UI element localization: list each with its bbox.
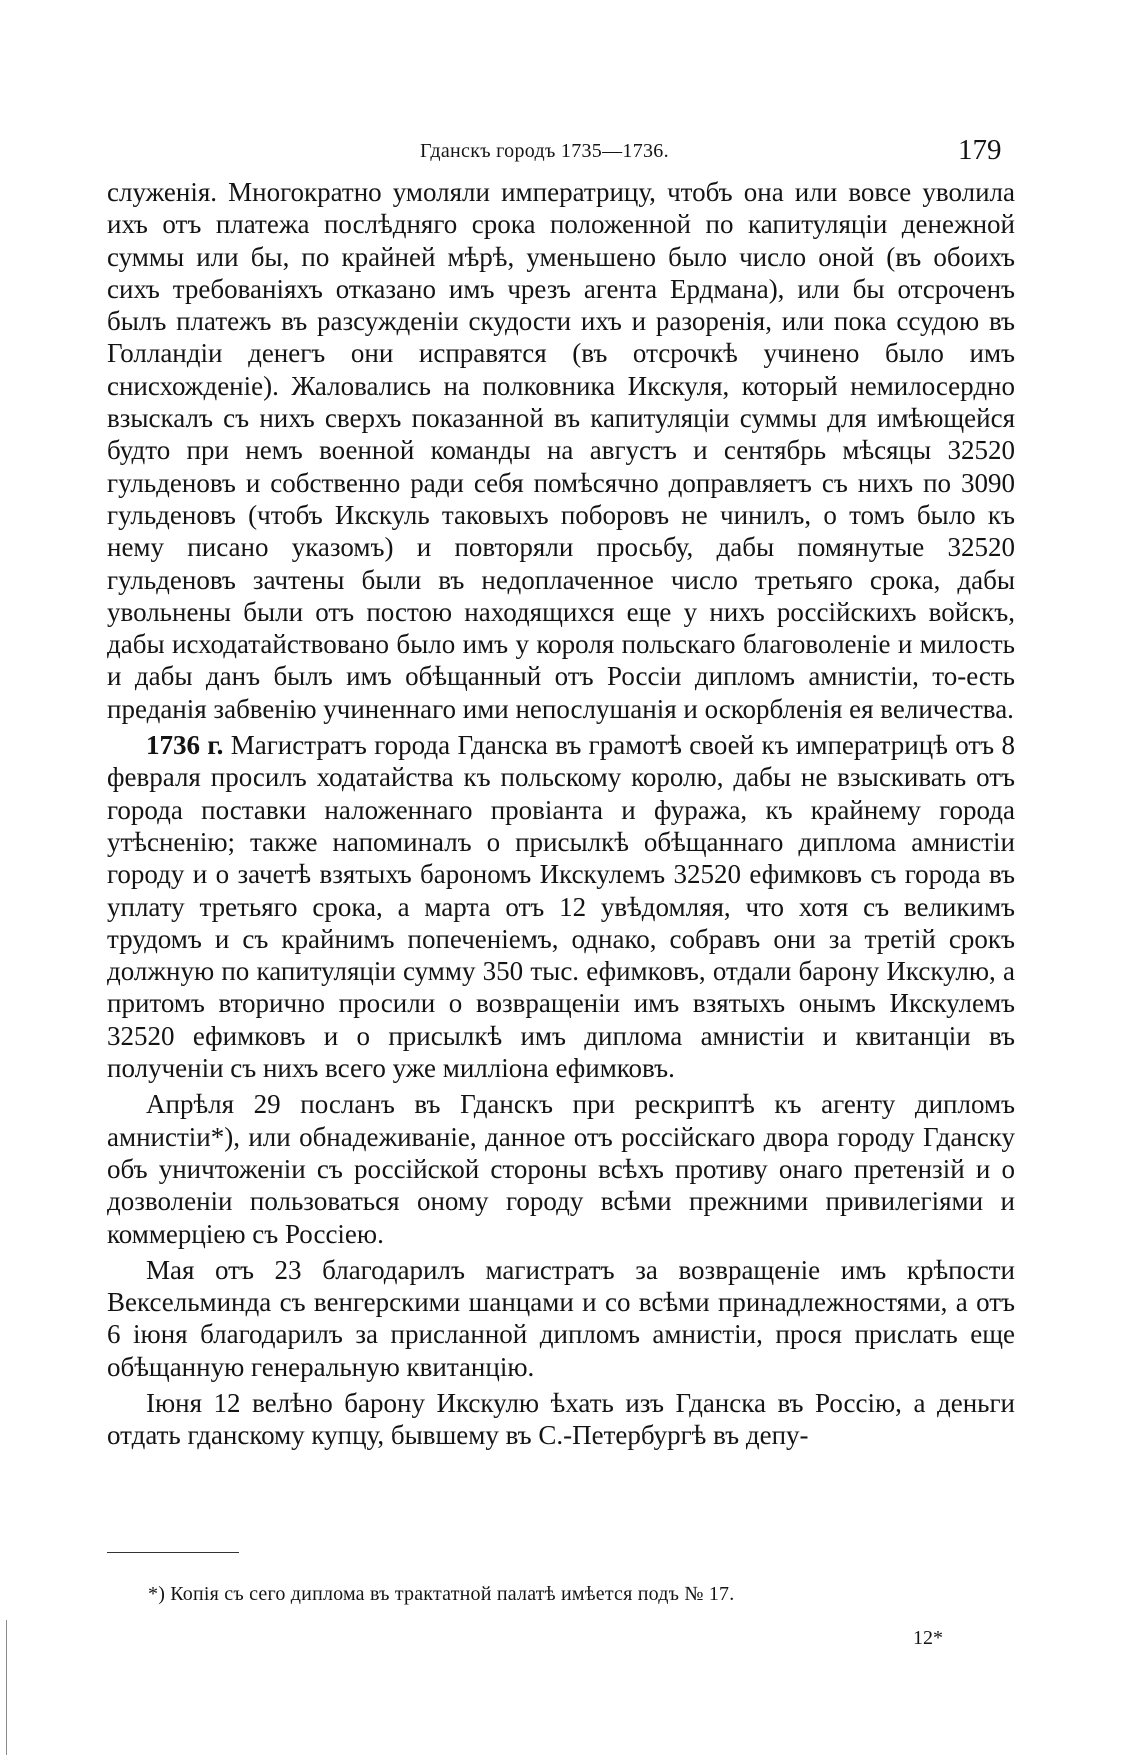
paragraph-2 bbox=[107, 729, 1015, 1084]
paragraph-4: Мая отъ 23 благодарилъ магистратъ за возвращеніе имъ крѣпости Вексельминда съ венгерскими шанцами и со всѣми принадлежностями, а отъ 6 іюня благодарилъ за присланной дипломъ амнистіи, прося прислать еще обѣщанную генеральную квитанцію. bbox=[107, 1254, 1015, 1382]
paragraph-2-text: Магистратъ города Гданска въ грамотѣ своей къ императрицѣ отъ 8 февраля просилъ ходатайства къ польскому королю, дабы не взыскивать отъ города поставки наложеннаго провіанта и фуража, къ крайнему города утѣсненію; также напоминалъ о присылкѣ обѣщаннаго диплома амнистіи городу и о зачетѣ взятыхъ барономъ Икскулемъ 32520 ефимковъ съ города въ уплату третьяго срока, а марта отъ 12 увѣдомляя, что хотя съ великимъ трудомъ и съ крайнимъ попеченіемъ, однако, собравъ они за третій срокъ должную по капитуляціи сумму 350 тыс. ефимковъ, отдали барону Икскулю, а притомъ вторично просили о возвращеніи имъ взятыхъ онымъ Икскулемъ 32520 ефимковъ и о присылкѣ имъ диплома амнистіи и квитанціи въ полученіи съ нихъ всего уже милліона ефимковъ. bbox=[107, 730, 1016, 1084]
running-head: Гданскъ городъ 1735—1736. bbox=[420, 140, 669, 162]
paragraph-5: Іюня 12 велѣно барону Икскулю ѣхать изъ Гданска въ Россію, а деньги отдать гданскому купцу, бывшему въ С.-Петербургѣ въ депу- bbox=[107, 1387, 1015, 1451]
paragraph-3: Апрѣля 29 посланъ въ Гданскъ при рескриптѣ къ агенту дипломъ амнистіи*), или обнадеживаніе, данное отъ россійскаго двора городу Гданску объ уничтоженіи съ россійской стороны всѣхъ противу онаго претензій и о дозволеніи пользоваться оному городу всѣми прежними привилегіями и коммерціею съ Россіею. bbox=[107, 1089, 1015, 1249]
page-number: 179 bbox=[958, 134, 1002, 166]
footnote-separator bbox=[107, 1552, 239, 1553]
paragraph-1: служенія. Многократно умоляли императрицу, чтобъ она или вовсе уволила ихъ отъ платежа послѣдняго срока положенной по капитуляціи денежной суммы или бы, по крайней мѣрѣ, уменьшено было число оной (въ обоихъ сихъ требованіяхъ отказано имъ чрезъ агента Ердмана), или бы отсроченъ былъ платежъ въ разсужденіи скудости ихъ и разоренія, или пока ссудою въ Голландіи денегъ они исправятся (въ отсрочкѣ учинено было имъ снисхожденіе). Жаловались на полковника Икскуля, который немилосердно взыскалъ съ нихъ сверхъ показанной въ капитуляціи суммы для имѣющейся будто при немъ военной команды на августъ и сентябрь мѣсяцы 32520 гульденовъ и собственно ради себя помѣсячно доправляетъ съ нихъ по 3090 гульденовъ (чтобъ Икскуль таковыхъ поборовъ не чинилъ, о томъ было къ нему писано указомъ) и повторяли просьбу, дабы помянутые 32520 гульденовъ зачтены были въ недоплаченное число третьяго срока, дабы увольнены были отъ постою находящихся еще у нихъ россійскихъ войскъ, дабы исходатайствовано было имъ у короля польскаго благоволеніе и милость и дабы данъ былъ имъ обѣщанный отъ Россіи дипломъ амнистіи, то-есть преданія забвенію учиненнаго ими непослушанія и оскорбленія ея величества. bbox=[107, 177, 1015, 724]
page-header bbox=[0, 134, 1140, 172]
footnote: *) Копія съ сего диплома въ трактатной палатѣ имѣется подъ № 17. bbox=[148, 1583, 735, 1605]
year-1736: 1736 г. bbox=[146, 730, 224, 761]
signature-mark: 12* bbox=[913, 1627, 943, 1649]
main-text bbox=[107, 176, 1015, 1456]
left-margin-rule bbox=[6, 1620, 7, 1755]
